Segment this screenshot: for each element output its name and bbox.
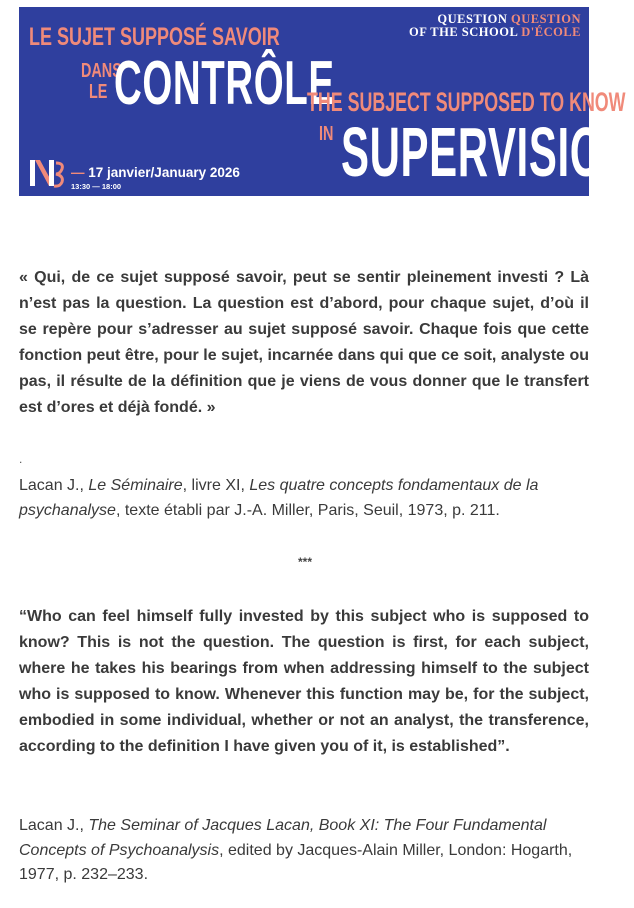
- banner-french-title-big: CONTRÔLE: [114, 49, 335, 118]
- question-fr: QUESTION: [511, 12, 581, 26]
- question-of-the-school-label: [409, 13, 581, 39]
- banner-english-in: IN: [319, 123, 334, 145]
- school-en: OF THE SCHOOL: [408, 25, 518, 39]
- event-time: 13:30 — 18:00: [71, 182, 122, 191]
- english-citation-title: The Seminar of Jacques Lacan, Book XI: The Four Fundamental Concepts of Psychoanalysis: [19, 817, 547, 859]
- school-fr: D'ÉCOLE: [521, 25, 581, 39]
- banner-english-title-big: SUPERVISION: [341, 113, 634, 191]
- separator-dot: .: [19, 452, 23, 466]
- french-quote: « Qui, de ce sujet supposé savoir, peut se sentir pleinement investi ? Là n’est pas la question. La question est d’abord, pour chaque sujet, d’où il se repère pour s’adresser au sujet supposé savoir. Chaque fois que cette fonction peut être, pour le sujet, incarnée dans qui que ce soit, analyste ou pas, il résulte de la définition que je viens de vous donner que le transfert est d’ores et déjà fondé. »: [19, 269, 589, 416]
- school-logo-icon: [28, 157, 66, 189]
- english-citation-author: Lacan J.,: [19, 817, 89, 834]
- banner-french-dans: DANS: [81, 60, 122, 82]
- french-citation-author: Lacan J.,: [19, 477, 89, 494]
- section-separator: ***: [297, 555, 312, 569]
- event-date: [71, 165, 240, 180]
- question-en: QUESTION: [437, 12, 508, 26]
- banner-french-le: LE: [89, 81, 108, 103]
- english-quote: “Who can feel himself fully invested by this subject who is supposed to know? This is not the question. The question is first, for each subject, where he takes his bearings from when addressing himself to the subject who is supposed to know. Whenever this function may be, for the subject, embodied in some individual, whether or not an analyst, the transference, according to the definition I have given you of it, is established”.: [19, 608, 589, 755]
- banner-french-title-line1: LE SUJET SUPPOSÉ SAVOIR: [29, 23, 280, 51]
- french-citation-title: Le Séminaire: [88, 477, 183, 494]
- french-citation-mid: , livre XI,: [182, 477, 250, 494]
- date-dash: —: [71, 165, 85, 180]
- french-citation: [19, 474, 589, 523]
- event-date-text: 17 janvier/January 2026: [88, 165, 240, 180]
- english-citation-rest: , edited by Jacques-Alain Miller, London: Hogarth, 1977, p. 232–233.: [19, 841, 573, 883]
- french-citation-rest: , texte établi par J.-A. Miller, Paris, Seuil, 1973, p. 211.: [115, 501, 500, 519]
- french-citation-subtitle: Les quatre concepts fondamentaux de la psychanalyse: [19, 477, 539, 519]
- event-banner: [19, 7, 634, 196]
- english-citation: [19, 814, 589, 888]
- banner-english-title-line1: THE SUBJECT SUPPOSED TO KNOW: [307, 87, 626, 117]
